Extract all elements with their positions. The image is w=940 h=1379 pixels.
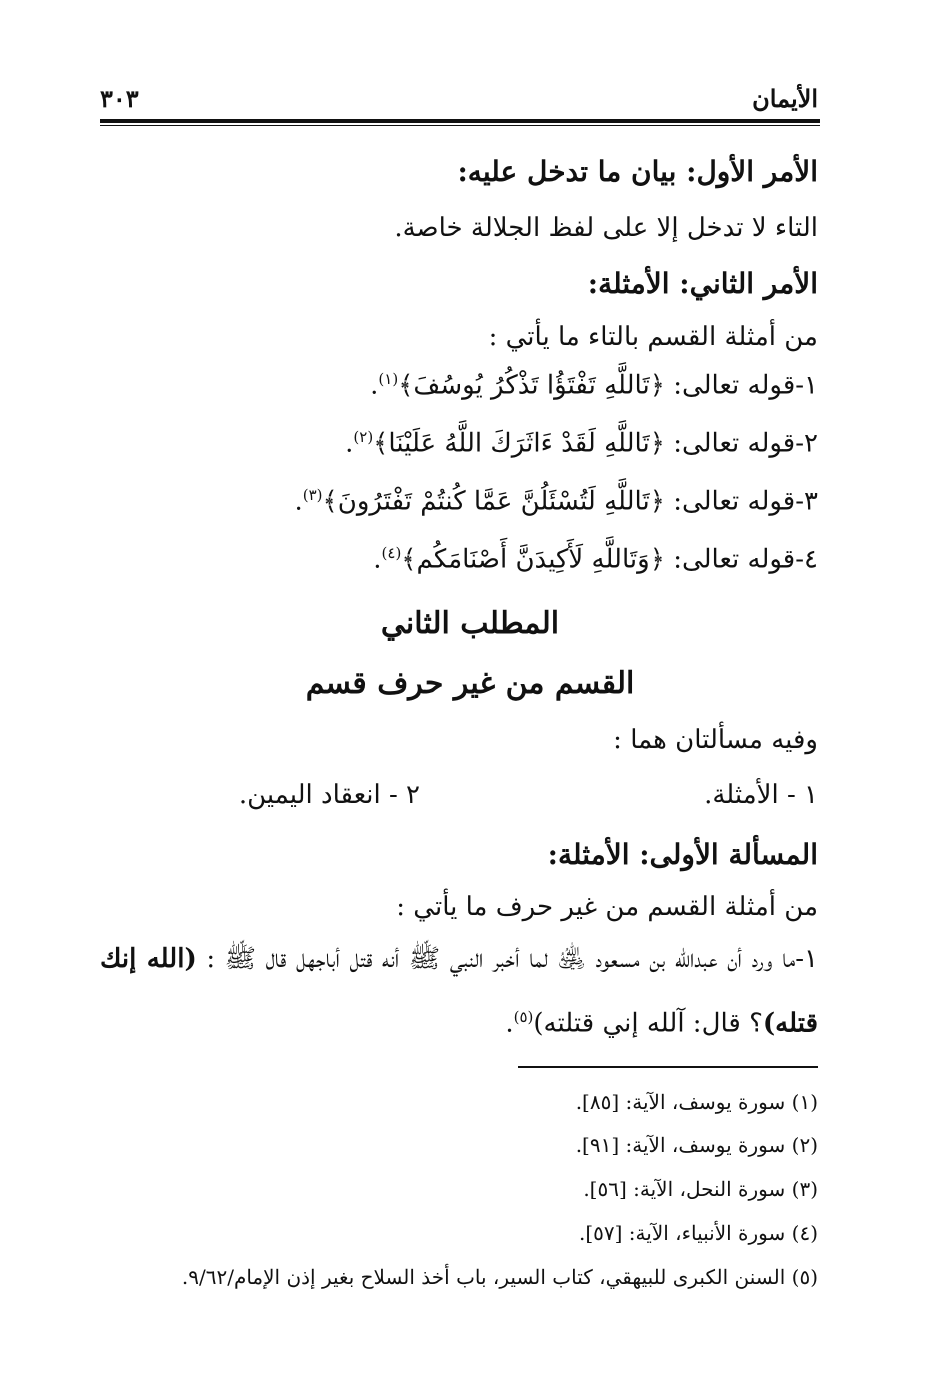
example-2-dot: . — [345, 428, 354, 459]
footnote-3: (٣) سورة النحل، الآية: [٥٦]. — [583, 1177, 818, 1201]
examples-intro: من أمثلة القسم بالتاء ما يأتي : — [488, 322, 818, 352]
hadith-quote: (الله إنك قتله) — [100, 944, 818, 1039]
footnote-5: (٥) السنن الكبرى للبيهقي، كتاب السير، باب أخذ السلاح بغير إذن الإمام/٩/٦٢. — [181, 1265, 818, 1289]
footnote-1: (١) سورة يوسف، الآية: [٨٥]. — [575, 1090, 818, 1114]
example-3-dot: . — [294, 486, 303, 517]
example-2-ref: (٢) — [353, 428, 374, 446]
example-3-text: ٣-قوله تعالى: ﴿تَاللَّهِ لَتُسْئَلُنَّ عَمَّا كُنتُمْ تَفْتَرُونَ﴾ — [322, 486, 818, 517]
header-rule-thick — [100, 119, 820, 123]
second-matter-heading: الأمر الثاني: الأمثلة: — [587, 267, 818, 300]
hadith-text-2: ؟ قال: آلله إني قتلته) — [533, 1008, 763, 1039]
first-issue-intro: من أمثلة القسم من غير حرف ما يأتي : — [396, 892, 818, 922]
example-4-ref: (٤) — [381, 544, 402, 562]
example-1-dot: . — [370, 370, 379, 401]
example-3-ref: (٣) — [302, 486, 323, 504]
header-rule-thin — [100, 125, 820, 126]
hadith-ref: (٥) — [513, 1008, 534, 1026]
section-subtitle: القسم من غير حرف قسم — [305, 666, 635, 701]
hadith-text-1: ١-ما ورد أن عبدالله بن مسعود ﵁ لما أخبر النبي ﷺ أنه قتل أباجهل قال ﷺ : — [196, 944, 819, 974]
issue-item-1: ١ - الأمثلة. — [704, 780, 818, 810]
footnote-4: (٤) سورة الأنبياء، الآية: [٥٧]. — [578, 1221, 818, 1245]
example-4-text: ٤-قوله تعالى: ﴿وَتَاللَّهِ لَأَكِيدَنَّ أَصْنَامَكُم﴾ — [401, 544, 818, 575]
example-2-text: ٢-قوله تعالى: ﴿تَاللَّهِ لَقَدْ ءَاثَرَكَ اللَّهُ عَلَيْنَا﴾ — [373, 428, 818, 459]
first-matter-text: التاء لا تدخل إلا على لفظ الجلالة خاصة. — [394, 213, 818, 243]
first-matter-heading: الأمر الأول: بيان ما تدخل عليه: — [457, 155, 818, 188]
page-number: ٣٠٣ — [100, 84, 139, 113]
example-2 — [345, 428, 818, 460]
example-1-ref: (١) — [378, 370, 399, 388]
example-1-text: ١-قوله تعالى: ﴿تَاللَّهِ تَفْتَؤُا تَذْكُرُ يُوسُفَ﴾ — [398, 370, 818, 401]
running-header-title: الأيمان — [752, 84, 818, 113]
example-4 — [373, 544, 818, 576]
issue-item-2: ٢ - انعقاد اليمين. — [238, 780, 420, 810]
example-1 — [370, 370, 818, 402]
footnote-2: (٢) سورة يوسف، الآية: [٩١]. — [575, 1133, 818, 1157]
first-issue-heading: المسألة الأولى: الأمثلة: — [547, 838, 818, 871]
example-4-dot: . — [373, 544, 382, 575]
section-intro: وفيه مسألتان هما : — [613, 725, 818, 755]
hadith-dot: . — [505, 1008, 514, 1039]
hadith-paragraph — [100, 930, 818, 1053]
footnote-separator — [518, 1066, 818, 1068]
example-3 — [294, 486, 818, 518]
section-title: المطلب الثاني — [380, 606, 560, 641]
